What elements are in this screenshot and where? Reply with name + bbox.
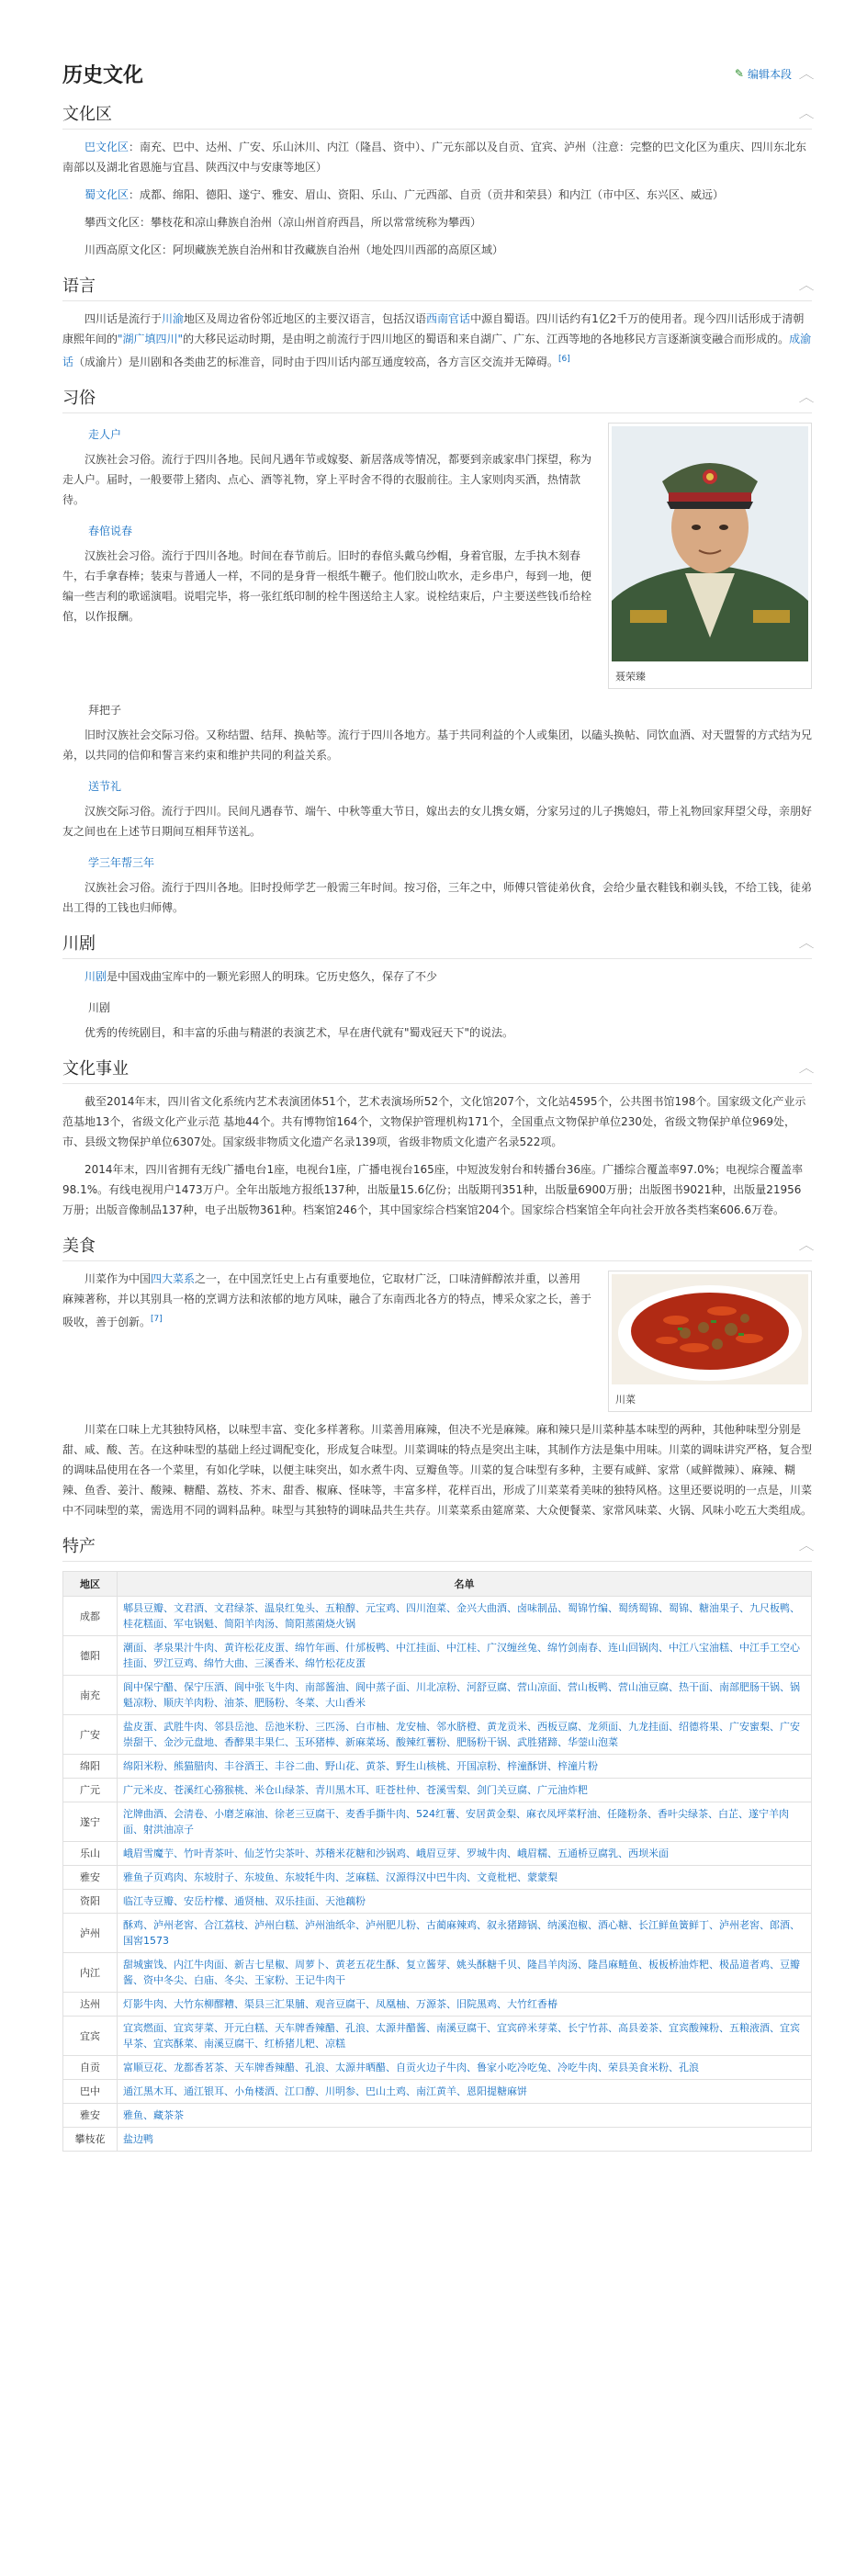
link-xinan-guanhua[interactable]: 西南官话: [426, 312, 471, 325]
reference-mark[interactable]: [7]: [151, 1315, 163, 1324]
section-title: 文化事业: [62, 1059, 129, 1079]
subsection-title-link[interactable]: 走人户: [88, 428, 122, 441]
paragraph: [62, 185, 812, 205]
subsection-title: 拜把子: [88, 704, 122, 717]
region-cell: 宜宾: [63, 2017, 118, 2056]
region-cell: 南充: [63, 1676, 118, 1715]
paragraph: 汉族社会习俗。流行于四川各地。民间凡遇年节或嫁娶、新居落成等情况，都要到亲戚家串门探望，称为走人户。届时，一般要带上猪肉、点心、酒等礼物，穿上平时舍不得的衣服前往。主人家则肉买酒，热情款待。: [62, 453, 592, 506]
pencil-icon: ✎: [734, 67, 744, 80]
collapse-chevron-icon[interactable]: ︿: [798, 1061, 815, 1075]
paragraph: 汉族社会习俗。流行于四川各地。旧时投师学艺一般需三年时间。按习俗，三年之中，师傅只管徒弟伙食，会给少量衣鞋钱和剃头钱，不给工钱，徒弟出工得的工钱也归师傅。: [62, 881, 813, 914]
collapse-chevron-icon[interactable]: ︿: [798, 1238, 815, 1252]
link-shu-culture[interactable]: 蜀文化区: [84, 188, 129, 201]
text: 中源自蜀语。四川话约有1亿2千万的使用者。现今四川话形成于清朝康熙年间的: [62, 312, 805, 345]
paragraph: 川菜在口味上尤其独特风格，以味型丰富、变化多样著称。川菜善用麻辣，但决不光是麻辣。麻和辣只是川菜种基本味型的两种，其他种味型分别是甜、咸、酸、苦。在这种味型的基础上经过调配变化，形成复合味型。川菜调味的特点是突出主味，其制作方法是集中用味。川菜的调味讲究严格，复合型的调味品使用在各一个菜里，有如化学味，以便主味突出，如水煮牛肉、豆瓣鱼等。川菜的复合味型有多种，主要有咸鲜、家常（咸鲜微辣）、麻辣、糊辣、鱼香、姜汁、酸辣、糖醋、荔枝、芥末、甜香、椒麻、怪味等，丰富多样，花样百出，形成了川菜菜肴美味的独特风格。这里还要说明的一点是，川菜中不同味型的菜，需选用不同的调料品种。味型与其独特的调味品共生共存。川菜菜系由筵席菜、大众便餐菜、家常风味菜、火锅、风味小吃五大类组成。: [62, 1423, 813, 1517]
title-bar: [62, 59, 815, 88]
figure-portrait[interactable]: [608, 423, 812, 689]
subsection-title-link[interactable]: 春倌说春: [88, 525, 133, 537]
specialty-list-cell[interactable]: 阆中保宁醋、保宁压酒、阆中张飞牛肉、南部酱油、阆中蒸子面、川北凉粉、河舒豆腐、营山凉面、营山板鸭、营山油豆腐、热干面、南部肥肠干锅、锅魁凉粉、顺庆羊肉粉、油茶、肥肠粉、冬菜、大山香米: [118, 1676, 812, 1715]
paragraph: 川西高原文化区：阿坝藏族羌族自治州和甘孜藏族自治州（地处四川西部的高原区域）: [84, 243, 504, 256]
table-row: [63, 2104, 812, 2128]
specialty-list-cell[interactable]: 盐皮蛋、武胜牛肉、邻县岳池、岳池米粉、三匹汤、白市柚、龙安柚、邻水脐橙、黄龙贡米、西板豆腐、龙须面、九龙挂面、绍德将果、广安蜜梨、广安崇甜干、金沙元盘地、香醉果丰果仁、玉环猪棒、新麻菜场、酸辣红薯粉、肥肠粉干锅、武胜猪蹄、华蓥山泡菜: [118, 1715, 812, 1755]
link-chengyu[interactable]: 成渝话: [62, 333, 812, 368]
figure-caption: 聂荣臻: [615, 671, 646, 683]
specialty-list-cell[interactable]: 通江黑木耳、通江银耳、小角楼酒、江口醇、川明参、巴山土鸡、南江黄羊、恩阳提糖麻饼: [118, 2080, 812, 2104]
paragraph: 优秀的传统剧目，和丰富的乐曲与精湛的表演艺术，早在唐代就有"蜀戏冠天下"的说法。: [84, 1026, 514, 1039]
collapse-chevron-icon[interactable]: ︿: [798, 390, 815, 404]
text: 的大移民运动时期，是由明之前流行于四川地区的蜀语和来自湖广、广东、江西等地的各地移民方言逐渐演变融合而形成的。: [183, 333, 790, 345]
table-row: [63, 1993, 812, 2017]
paragraph: [62, 966, 812, 987]
paragraph: 截至2014年末，四川省文化系统内艺术表演团体51个，艺术表演场所52个，文化馆207个，文化站4595个，公共图书馆198个。国家级文化产业示范基地13个，省级文化产业示范 基地44个。共有博物馆164个，文物保护管理机构171个，全国重点文物保护单位230处，省级文物保护单位969处，市、县级文物保护单位6307处。国家级非物质文化遗产名录139项，省级非物质文化遗产名录522项。: [62, 1095, 806, 1148]
specialty-list-cell[interactable]: 临江寺豆瓣、安岳柠檬、通贤柚、双乐挂面、天池藕粉: [118, 1890, 812, 1914]
section-header-techan: [62, 1533, 815, 1562]
text: 川菜作为中国: [84, 1272, 152, 1285]
table-row: [63, 1953, 812, 1993]
xisu-text: [62, 413, 591, 689]
table-row: [63, 2056, 812, 2080]
paragraph: [62, 1269, 591, 1332]
region-cell: 自贡: [63, 2056, 118, 2080]
text: 是中国戏曲宝库中的一颗光彩照人的明珠。它历史悠久，保存了不少: [107, 970, 438, 983]
region-cell: 广安: [63, 1715, 118, 1755]
collapse-chevron-icon[interactable]: ︿: [798, 107, 815, 120]
text: 四川话是流行于: [84, 312, 163, 325]
section-header-meishi: [62, 1233, 815, 1261]
region-cell: 雅安: [63, 2104, 118, 2128]
figure-dish[interactable]: [608, 1271, 812, 1412]
table-row: [63, 1676, 812, 1715]
dish-image: [612, 1274, 808, 1384]
meishi-top: [62, 1261, 812, 1412]
text: （成渝片）是川剧和各类曲艺的标准音，同时由于四川话内部互通度较高，各方言区交流并无障碍。: [73, 356, 559, 368]
specialty-list-cell[interactable]: 绵阳米粉、熊猫腊肉、丰谷酒王、丰谷二曲、野山花、黄茶、野生山核桃、开国凉粉、梓潼酥饼、梓潼片粉: [118, 1755, 812, 1779]
section-header-wenhuashiye: [62, 1056, 815, 1084]
collapse-chevron-icon[interactable]: ︿: [798, 936, 815, 950]
table-row: [63, 2080, 812, 2104]
meishi-text: [62, 1261, 591, 1412]
table-row: [63, 1755, 812, 1779]
table-row: [63, 1890, 812, 1914]
specialty-list-cell[interactable]: 郫县豆瓣、文君酒、文君绿茶、温泉红兔头、五粮醇、元宝鸡、四川泡菜、金兴大曲酒、卤味制品、蜀锦竹编、蜀绣蜀锦、蜀锦、糖油果子、九尺板鸭、桂花糕面、军屯锅魁、简阳羊肉汤、简阳蒸菌烧火锅: [118, 1597, 812, 1636]
link-chuanyu[interactable]: 川渝: [162, 312, 185, 325]
region-cell: 攀枝花: [63, 2128, 118, 2152]
collapse-chevron-icon[interactable]: ︿: [798, 1539, 815, 1553]
table-row: [63, 1914, 812, 1953]
specialty-list-cell[interactable]: 潮面、孝泉果汁牛肉、黄许松花皮蛋、绵竹年画、什邡板鸭、中江挂面、中江桂、广汉缠丝兔、绵竹剑南春、连山回锅肉、中江八宝油糕、中江手工空心挂面、罗江豆鸡、绵竹大曲、三溪香米、绵竹松花皮蛋: [118, 1636, 812, 1676]
region-cell: 广元: [63, 1779, 118, 1802]
table-row: [63, 1842, 812, 1866]
paragraph: [62, 309, 812, 372]
section-title: 川剧: [62, 934, 96, 954]
column-header-list: 名单: [118, 1572, 812, 1597]
specialty-list-cell[interactable]: 灯影牛肉、大竹东柳醪糟、渠县三汇果脯、观音豆腐干、凤凰柚、万源茶、旧院黑鸡、大竹红香椿: [118, 1993, 812, 2017]
page-title: 历史文化: [62, 63, 144, 87]
link-sida-caixi[interactable]: 四大菜系: [151, 1272, 196, 1285]
region-cell: 成都: [63, 1597, 118, 1636]
table-row: [63, 2128, 812, 2152]
link-ba-culture[interactable]: 巴文化区: [84, 141, 129, 153]
region-cell: 资阳: [63, 1890, 118, 1914]
specialty-list-cell[interactable]: 雅鱼子页鸡肉、东坡肘子、东坡鱼、东坡牦牛肉、芝麻糕、汉源得汉中巴牛肉、文竟枇杷、蒙蒙梨: [118, 1866, 812, 1890]
reference-mark[interactable]: [6]: [558, 355, 570, 364]
region-cell: 雅安: [63, 1866, 118, 1890]
section-title: 特产: [62, 1537, 96, 1556]
region-cell: 德阳: [63, 1636, 118, 1676]
paragraph: 汉族交际习俗。流行于四川。民间凡遇春节、端午、中秋等重大节日，嫁出去的女儿携女婿，分家另过的儿子携媳妇，带上礼物回家拜望父母，亲朋好友之间也在上述节日期间互相拜节送礼。: [62, 805, 813, 838]
table-row: [63, 1866, 812, 1890]
section-header-chuanju: [62, 931, 815, 959]
specialty-list-cell[interactable]: 盐边鸭: [118, 2128, 812, 2152]
paragraph: [62, 137, 812, 177]
section-header-yuyan: [62, 273, 815, 301]
paragraph: 旧时汉族社会交际习俗。又称结盟、结拜、换帖等。流行于四川各地方。基于共同利益的个人或集团，以磕头换帖、同饮血酒、对天盟誓的方式结为兄弟，以共同的信仰和誓言来约束和维护共同的利益关系。: [62, 729, 813, 762]
text: 之一，在中国烹饪史上占有重要地位，它取材广泛，口味清鲜醇浓并重，以善用麻辣著称，并以其别具一格的烹调方法和浓郁的地方风味，融合了东南西北各方的特点，博采众家之长，善于吸收，善于创新。: [62, 1272, 592, 1328]
text: ：成都、绵阳、德阳、遂宁、雅安、眉山、资阳、乐山、广元西部、自贡（贡井和荣县）和内江（市中区、东兴区、威远）: [129, 188, 725, 201]
section-title: 习俗: [62, 389, 96, 408]
specialty-list-cell[interactable]: 富顺豆花、龙都香茗茶、天车牌香辣醋、孔浪、太源井晒醋、自贡火边子牛肉、鲁家小吃冷吃兔、冷吃牛肉、荣县美食米粉、孔浪: [118, 2056, 812, 2080]
paragraph: 攀西文化区：攀枝花和凉山彝族自治州（凉山州首府西昌，所以常常统称为攀西）: [84, 216, 482, 229]
table-row: [63, 1597, 812, 1636]
section-title: 美食: [62, 1237, 96, 1256]
specialty-list-cell[interactable]: 酥鸡、泸州老窖、合江荔枝、泸州白糕、泸州油纸伞、泸州肥儿粉、古蔺麻辣鸡、叙永猪蹄锅、纳溪泡椒、酒心糖、长江鲜鱼簧鲜丁、泸州老窖、郎酒、国窖1573: [118, 1914, 812, 1953]
subsection-title-link[interactable]: 学三年帮三年: [88, 856, 155, 869]
figure-caption: 川菜: [615, 1394, 636, 1406]
region-cell: 绵阳: [63, 1755, 118, 1779]
table-header-row: [63, 1572, 812, 1597]
paragraph: 2014年末，四川省拥有无线广播电台1座，电视台1座，广播电视台165座，中短波发射台和转播台36座。广播综合覆盖率97.0%；电视综合覆盖率98.1%。有线电视用户1473万户。全年出版地方报纸137种，出版量15.6亿份；出版期刊351种，出版量6900万册；出版图书9021种，出版量21956万册；出版音像制品137种，电子出版物361种。档案馆246个，其中国家综合档案馆204个。国家综合档案馆全年向社会开放各类档案606.6万卷。: [62, 1163, 804, 1216]
section-header-xisu: [62, 385, 815, 413]
table-body: [63, 1597, 812, 2152]
region-cell: 巴中: [63, 2080, 118, 2104]
specialty-list-cell[interactable]: 沱牌曲酒、会清卷、小磨芝麻油、徐老三豆腐干、麦香手撕牛肉、524红薯、安居黄金梨、麻衣凤坪菜籽油、任隆粉条、香叶尖绿茶、白芷、遂宁羊肉面、射洪油凉子: [118, 1802, 812, 1842]
text: 地区及周边省份邻近地区的主要汉语言，包括汉语: [184, 312, 427, 325]
region-cell: 达州: [63, 1993, 118, 2017]
collapse-chevron-icon[interactable]: ︿: [798, 278, 815, 292]
subsection-title: 川剧: [88, 1001, 111, 1014]
region-cell: 泸州: [63, 1914, 118, 1953]
subsection-title-link[interactable]: 送节礼: [88, 780, 122, 793]
edit-section-button[interactable]: [735, 66, 792, 82]
specialty-list-cell[interactable]: 峨眉雪魔芋、竹叶青茶叶、仙芝竹尖茶叶、苏稽米花糖和沙锅鸡、峨眉豆芽、罗城牛肉、峨眉糯、五通桥豆腐乳、西坝米面: [118, 1842, 812, 1866]
link-chuanju[interactable]: 川剧: [84, 970, 107, 983]
table-row: [63, 1802, 812, 1842]
link-huguang[interactable]: "湖广填四川": [118, 333, 184, 345]
specialty-list-cell[interactable]: 宜宾燃面、宜宾芽菜、开元白糕、天车牌香辣醋、孔浪、太源井醋酱、南溪豆腐干、宜宾碎米芽菜、长宁竹荪、高县姜茶、宜宾酸辣粉、五粮液酒、宜宾早茶、宜宾酥菜、南溪豆腐干、红桥猪儿粑、凉糕: [118, 2017, 812, 2056]
region-cell: 乐山: [63, 1842, 118, 1866]
xisu-top: [62, 413, 812, 689]
paragraph: 汉族社会习俗。流行于四川各地。时间在春节前后。旧时的春倌头戴乌纱帽，身着官服，左手执木刻春牛，右手拿春棒；装束与普通人一样，不同的是身背一根纸牛鞭子。他们胶山吹水，走乡串户，每到一地，便编一些吉利的歌谣演唱。说唱完毕，将一张红纸印制的栓牛图送给主人家。说栓结束后，户主要送些钱币给栓倌，以作报酬。: [62, 549, 592, 623]
section-title: 文化区: [62, 105, 112, 124]
region-cell: 内江: [63, 1953, 118, 1993]
table-row: [63, 2017, 812, 2056]
specialty-list-cell[interactable]: 雅鱼、藏茶茶: [118, 2104, 812, 2128]
portrait-image: [612, 426, 808, 661]
collapse-chevron-icon[interactable]: ︿: [798, 67, 815, 81]
region-cell: 遂宁: [63, 1802, 118, 1842]
wenhuaqu-body: [62, 137, 812, 260]
edit-label: 编辑本段: [747, 67, 792, 81]
table-row: [63, 1715, 812, 1755]
table-row: [63, 1779, 812, 1802]
column-header-region: 地区: [63, 1572, 118, 1597]
specialty-list-cell[interactable]: 甜城蜜饯、内江牛肉面、新吉七星椒、周萝卜、黄老五花生酥、复立酱芽、姚头酥糖千贝、隆昌羊肉汤、隆昌麻鲢鱼、板板桥油炸粑、极品道者鸡、豆瓣酱、资中冬尖、白庙、冬尖、王家粉、王记牛肉干: [118, 1953, 812, 1993]
text: ：南充、巴中、达州、广安、乐山沐川、内江（隆昌、资中）、广元东部以及自贡、宜宾、泸州（注意：完整的巴文化区为重庆、四川东北东南部以及湖北省恩施与宜昌、陕西汉中与安康等地区）: [62, 141, 807, 174]
title-tools: [734, 66, 815, 82]
table-row: [63, 1636, 812, 1676]
section-title: 语言: [62, 277, 96, 296]
specialty-list-cell[interactable]: 广元米皮、苍溪红心猕猴桃、米仓山绿茶、青川黑木耳、旺苍杜仲、苍溪雪梨、剑门关豆腐、广元油炸粑: [118, 1779, 812, 1802]
section-header-wenhuaqu: [62, 101, 815, 130]
specialty-table: [62, 1571, 812, 2152]
